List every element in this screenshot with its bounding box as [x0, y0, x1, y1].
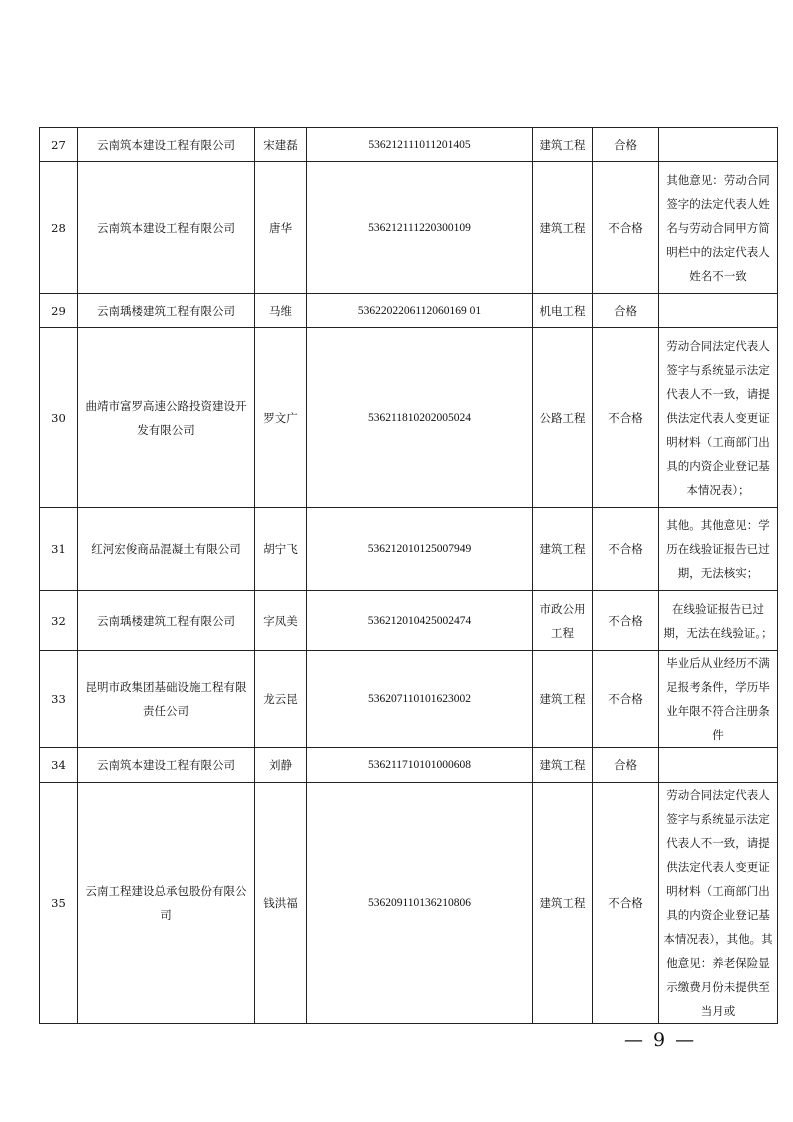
person-name: 宋建磊 — [255, 128, 307, 162]
company-name: 云南筑本建设工程有限公司 — [78, 128, 255, 162]
certificate-number: 536212111220300109 — [307, 162, 533, 294]
review-note: 在线验证报告已过期，无法在线验证。； — [659, 591, 778, 651]
certificate-number: 5362202206112060169 01 — [307, 294, 533, 328]
company-name: 曲靖市富罗高速公路投资建设开发有限公司 — [78, 328, 255, 508]
certificate-number: 536209110136210806 — [307, 783, 533, 1024]
major: 机电工程 — [533, 294, 593, 328]
review-result: 不合格 — [593, 328, 659, 508]
table-row — [40, 748, 778, 783]
major: 建筑工程 — [533, 128, 593, 162]
table-row — [40, 294, 778, 328]
review-note — [659, 294, 778, 328]
person-name: 龙云昆 — [255, 651, 307, 748]
page-number: — 9 — — [624, 1029, 697, 1051]
review-result: 合格 — [593, 294, 659, 328]
row-number: 29 — [40, 294, 78, 328]
person-name: 字凤美 — [255, 591, 307, 651]
major: 建筑工程 — [533, 162, 593, 294]
table-row — [40, 162, 778, 294]
table-row — [40, 128, 778, 162]
certificate-number: 536207110101623002 — [307, 651, 533, 748]
row-number: 34 — [40, 748, 78, 783]
certificate-number: 536211810202005024 — [307, 328, 533, 508]
row-number: 28 — [40, 162, 78, 294]
review-note: 其他。其他意见：学历在线验证报告已过期，无法核实； — [659, 508, 778, 591]
review-result: 不合格 — [593, 783, 659, 1024]
company-name: 云南筑本建设工程有限公司 — [78, 162, 255, 294]
company-name: 云南瑀楼建筑工程有限公司 — [78, 294, 255, 328]
major: 建筑工程 — [533, 651, 593, 748]
certificate-number: 536212111011201405 — [307, 128, 533, 162]
major: 市政公用工程 — [533, 591, 593, 651]
certificate-number: 536212010425002474 — [307, 591, 533, 651]
row-number: 31 — [40, 508, 78, 591]
table-row — [40, 591, 778, 651]
major: 建筑工程 — [533, 508, 593, 591]
review-result: 合格 — [593, 748, 659, 783]
review-result: 不合格 — [593, 591, 659, 651]
row-number: 30 — [40, 328, 78, 508]
review-note: 毕业后从业经历不满足报考条件，学历毕业年限不符合注册条件 — [659, 651, 778, 748]
review-result: 不合格 — [593, 508, 659, 591]
review-note — [659, 128, 778, 162]
company-name: 云南工程建设总承包股份有限公司 — [78, 783, 255, 1024]
row-number: 33 — [40, 651, 78, 748]
review-note: 其他意见：劳动合同签字的法定代表人姓名与劳动合同甲方简明栏中的法定代表人姓名不一致 — [659, 162, 778, 294]
certificate-number: 536212010125007949 — [307, 508, 533, 591]
review-note — [659, 748, 778, 783]
person-name: 马维 — [255, 294, 307, 328]
table-row — [40, 508, 778, 591]
person-name: 罗文广 — [255, 328, 307, 508]
company-name: 红河宏俊商品混凝土有限公司 — [78, 508, 255, 591]
review-result: 不合格 — [593, 651, 659, 748]
company-name: 云南筑本建设工程有限公司 — [78, 748, 255, 783]
review-note: 劳动合同法定代表人签字与系统显示法定代表人不一致，请提供法定代表人变更证明材料（工商部门出具的内资企业登记基本情况表）； — [659, 328, 778, 508]
company-name: 昆明市政集团基础设施工程有限责任公司 — [78, 651, 255, 748]
person-name: 胡宁飞 — [255, 508, 307, 591]
table-row — [40, 651, 778, 748]
person-name: 钱洪福 — [255, 783, 307, 1024]
major: 建筑工程 — [533, 748, 593, 783]
major: 建筑工程 — [533, 783, 593, 1024]
row-number: 35 — [40, 783, 78, 1024]
certificate-number: 536211710101000608 — [307, 748, 533, 783]
review-note: 劳动合同法定代表人签字与系统显示法定代表人不一致，请提供法定代表人变更证明材料（工商部门出具的内资企业登记基本情况表），其他。其他意见：养老保险显示缴费月份未提供至当月或 — [659, 783, 778, 1024]
person-name: 唐华 — [255, 162, 307, 294]
person-name: 刘静 — [255, 748, 307, 783]
company-name: 云南瑀楼建筑工程有限公司 — [78, 591, 255, 651]
review-result: 不合格 — [593, 162, 659, 294]
row-number: 27 — [40, 128, 78, 162]
table-row — [40, 783, 778, 1024]
qualification-review-table — [39, 127, 778, 1024]
review-result: 合格 — [593, 128, 659, 162]
table-row — [40, 328, 778, 508]
row-number: 32 — [40, 591, 78, 651]
major: 公路工程 — [533, 328, 593, 508]
